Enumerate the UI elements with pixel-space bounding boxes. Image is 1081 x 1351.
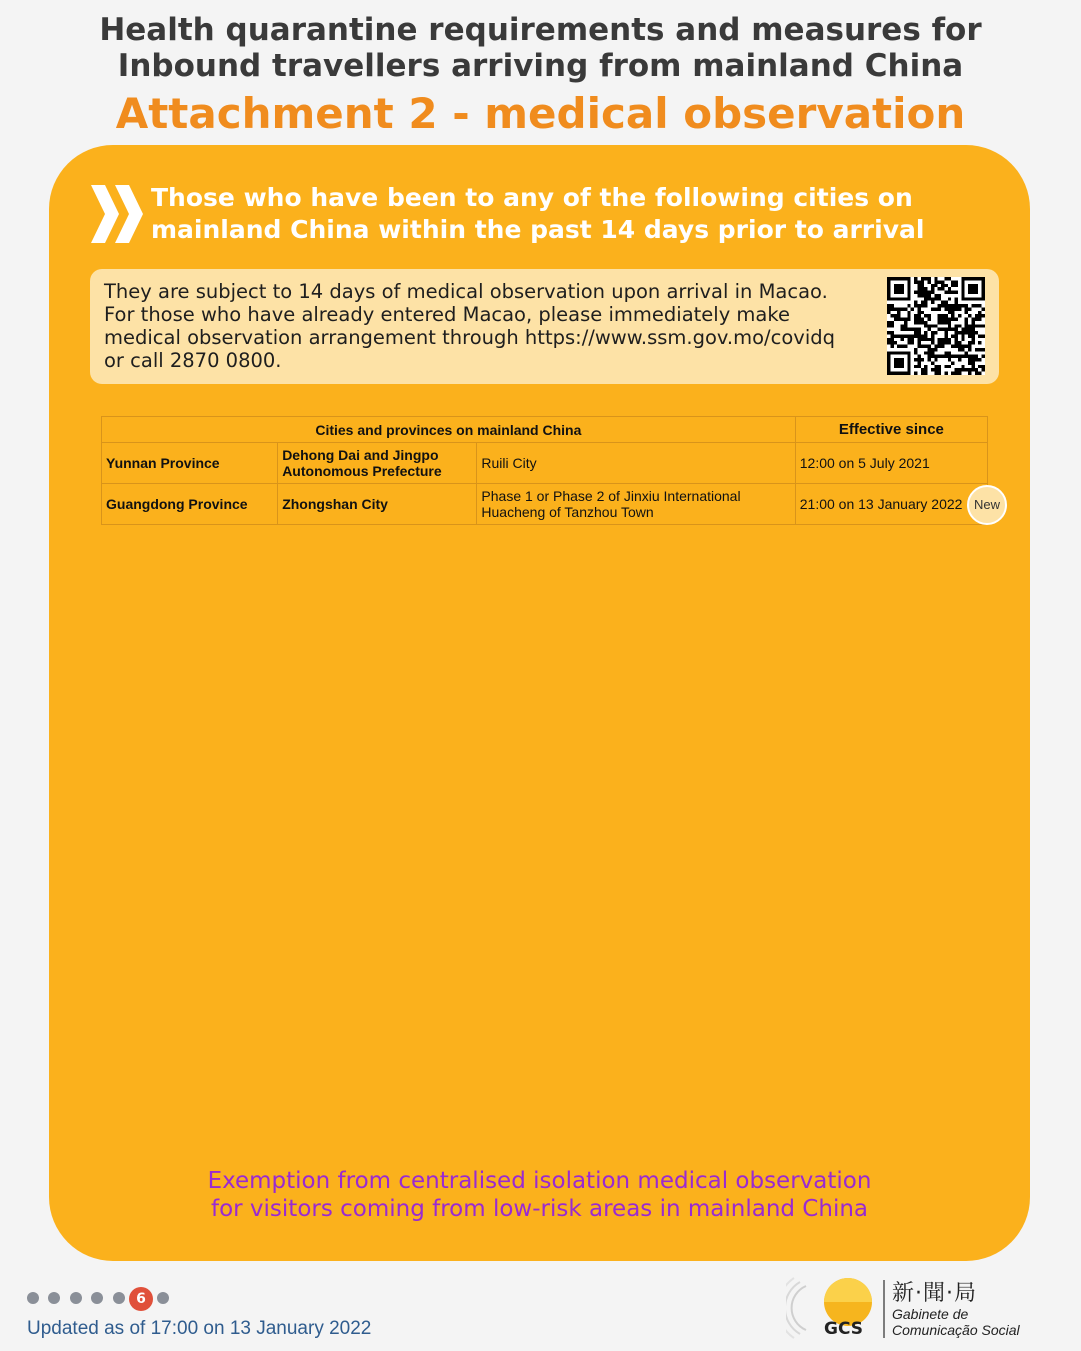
page-subtitle: Attachment 2 - medical observation bbox=[115, 89, 966, 138]
section-heading bbox=[151, 182, 1011, 246]
notice-line4: or call 2870 0800. bbox=[104, 349, 282, 372]
section-heading-line2: mainland China within the past 14 days prior to arrival bbox=[151, 215, 925, 244]
page-title-line1: Health quarantine requirements and measures for bbox=[99, 12, 982, 48]
page-title-line2: Inbound travellers arriving from mainland China bbox=[117, 48, 964, 84]
notice-line1: They are subject to 14 days of medical observation upon arrival in Macao. bbox=[104, 280, 828, 303]
logo-portuguese-line1: Gabinete de bbox=[892, 1306, 969, 1322]
page-indicator bbox=[27, 1287, 187, 1309]
effective-cell bbox=[795, 484, 1000, 525]
notice-line3: medical observation arrangement through https://www.ssm.gov.mo/covidq bbox=[104, 326, 835, 349]
prefecture-cell: Zhongshan City bbox=[278, 484, 477, 525]
gcs-logo bbox=[786, 1272, 1056, 1342]
table-header-row bbox=[102, 417, 988, 443]
updated-timestamp: Updated as of 17:00 on 13 January 2022 bbox=[27, 1318, 372, 1339]
province-cell: Yunnan Province bbox=[102, 443, 278, 484]
notice-box bbox=[90, 269, 999, 384]
effective-cell bbox=[795, 443, 987, 484]
notice-text bbox=[104, 280, 884, 372]
area-cell: Ruili City bbox=[477, 443, 795, 484]
notice-line2: For those who have already entered Macao, please immediately make bbox=[104, 303, 790, 326]
page-dot[interactable] bbox=[48, 1292, 60, 1304]
exemption-line2: for visitors coming from low-risk areas in mainland China bbox=[210, 1196, 869, 1222]
table-row bbox=[102, 443, 988, 484]
double-chevron-icon bbox=[89, 185, 145, 243]
cities-table bbox=[101, 416, 1000, 525]
area-cell: Phase 1 or Phase 2 of Jinxiu International Huacheng of Tanzhou Town bbox=[477, 484, 795, 525]
exemption-link[interactable] bbox=[49, 1167, 1030, 1223]
qr-code-icon[interactable] bbox=[887, 277, 985, 375]
section-heading-line1: Those who have been to any of the following cities on bbox=[151, 183, 913, 212]
header-cities: Cities and provinces on mainland China bbox=[102, 417, 796, 443]
page-title bbox=[0, 12, 1081, 84]
logo-chinese-name: 新·聞·局 bbox=[892, 1281, 977, 1306]
page-dot[interactable] bbox=[113, 1292, 125, 1304]
exemption-line1: Exemption from centralised isolation medical observation bbox=[207, 1168, 872, 1194]
prefecture-cell: Dehong Dai and Jingpo Autonomous Prefecture bbox=[278, 443, 477, 484]
page-dot[interactable] bbox=[70, 1292, 82, 1304]
effective-text: 12:00 on 5 July 2021 bbox=[799, 455, 930, 471]
province-cell: Guangdong Province bbox=[102, 484, 278, 525]
table-row bbox=[102, 484, 988, 525]
header-effective: Effective since bbox=[795, 417, 987, 443]
page-dot-active[interactable]: 6 bbox=[129, 1287, 153, 1311]
page-dot[interactable] bbox=[91, 1292, 103, 1304]
gcs-logo-mark bbox=[786, 1272, 886, 1342]
page-dot[interactable] bbox=[157, 1292, 169, 1304]
gcs-logo-text: GCS bbox=[824, 1319, 863, 1339]
logo-portuguese-line2: Comunicação Social bbox=[892, 1322, 1020, 1338]
effective-text: 21:00 on 13 January 2022 bbox=[799, 496, 963, 512]
page-dot[interactable] bbox=[27, 1292, 39, 1304]
content-panel bbox=[49, 145, 1030, 1261]
new-badge: New bbox=[967, 485, 1007, 525]
